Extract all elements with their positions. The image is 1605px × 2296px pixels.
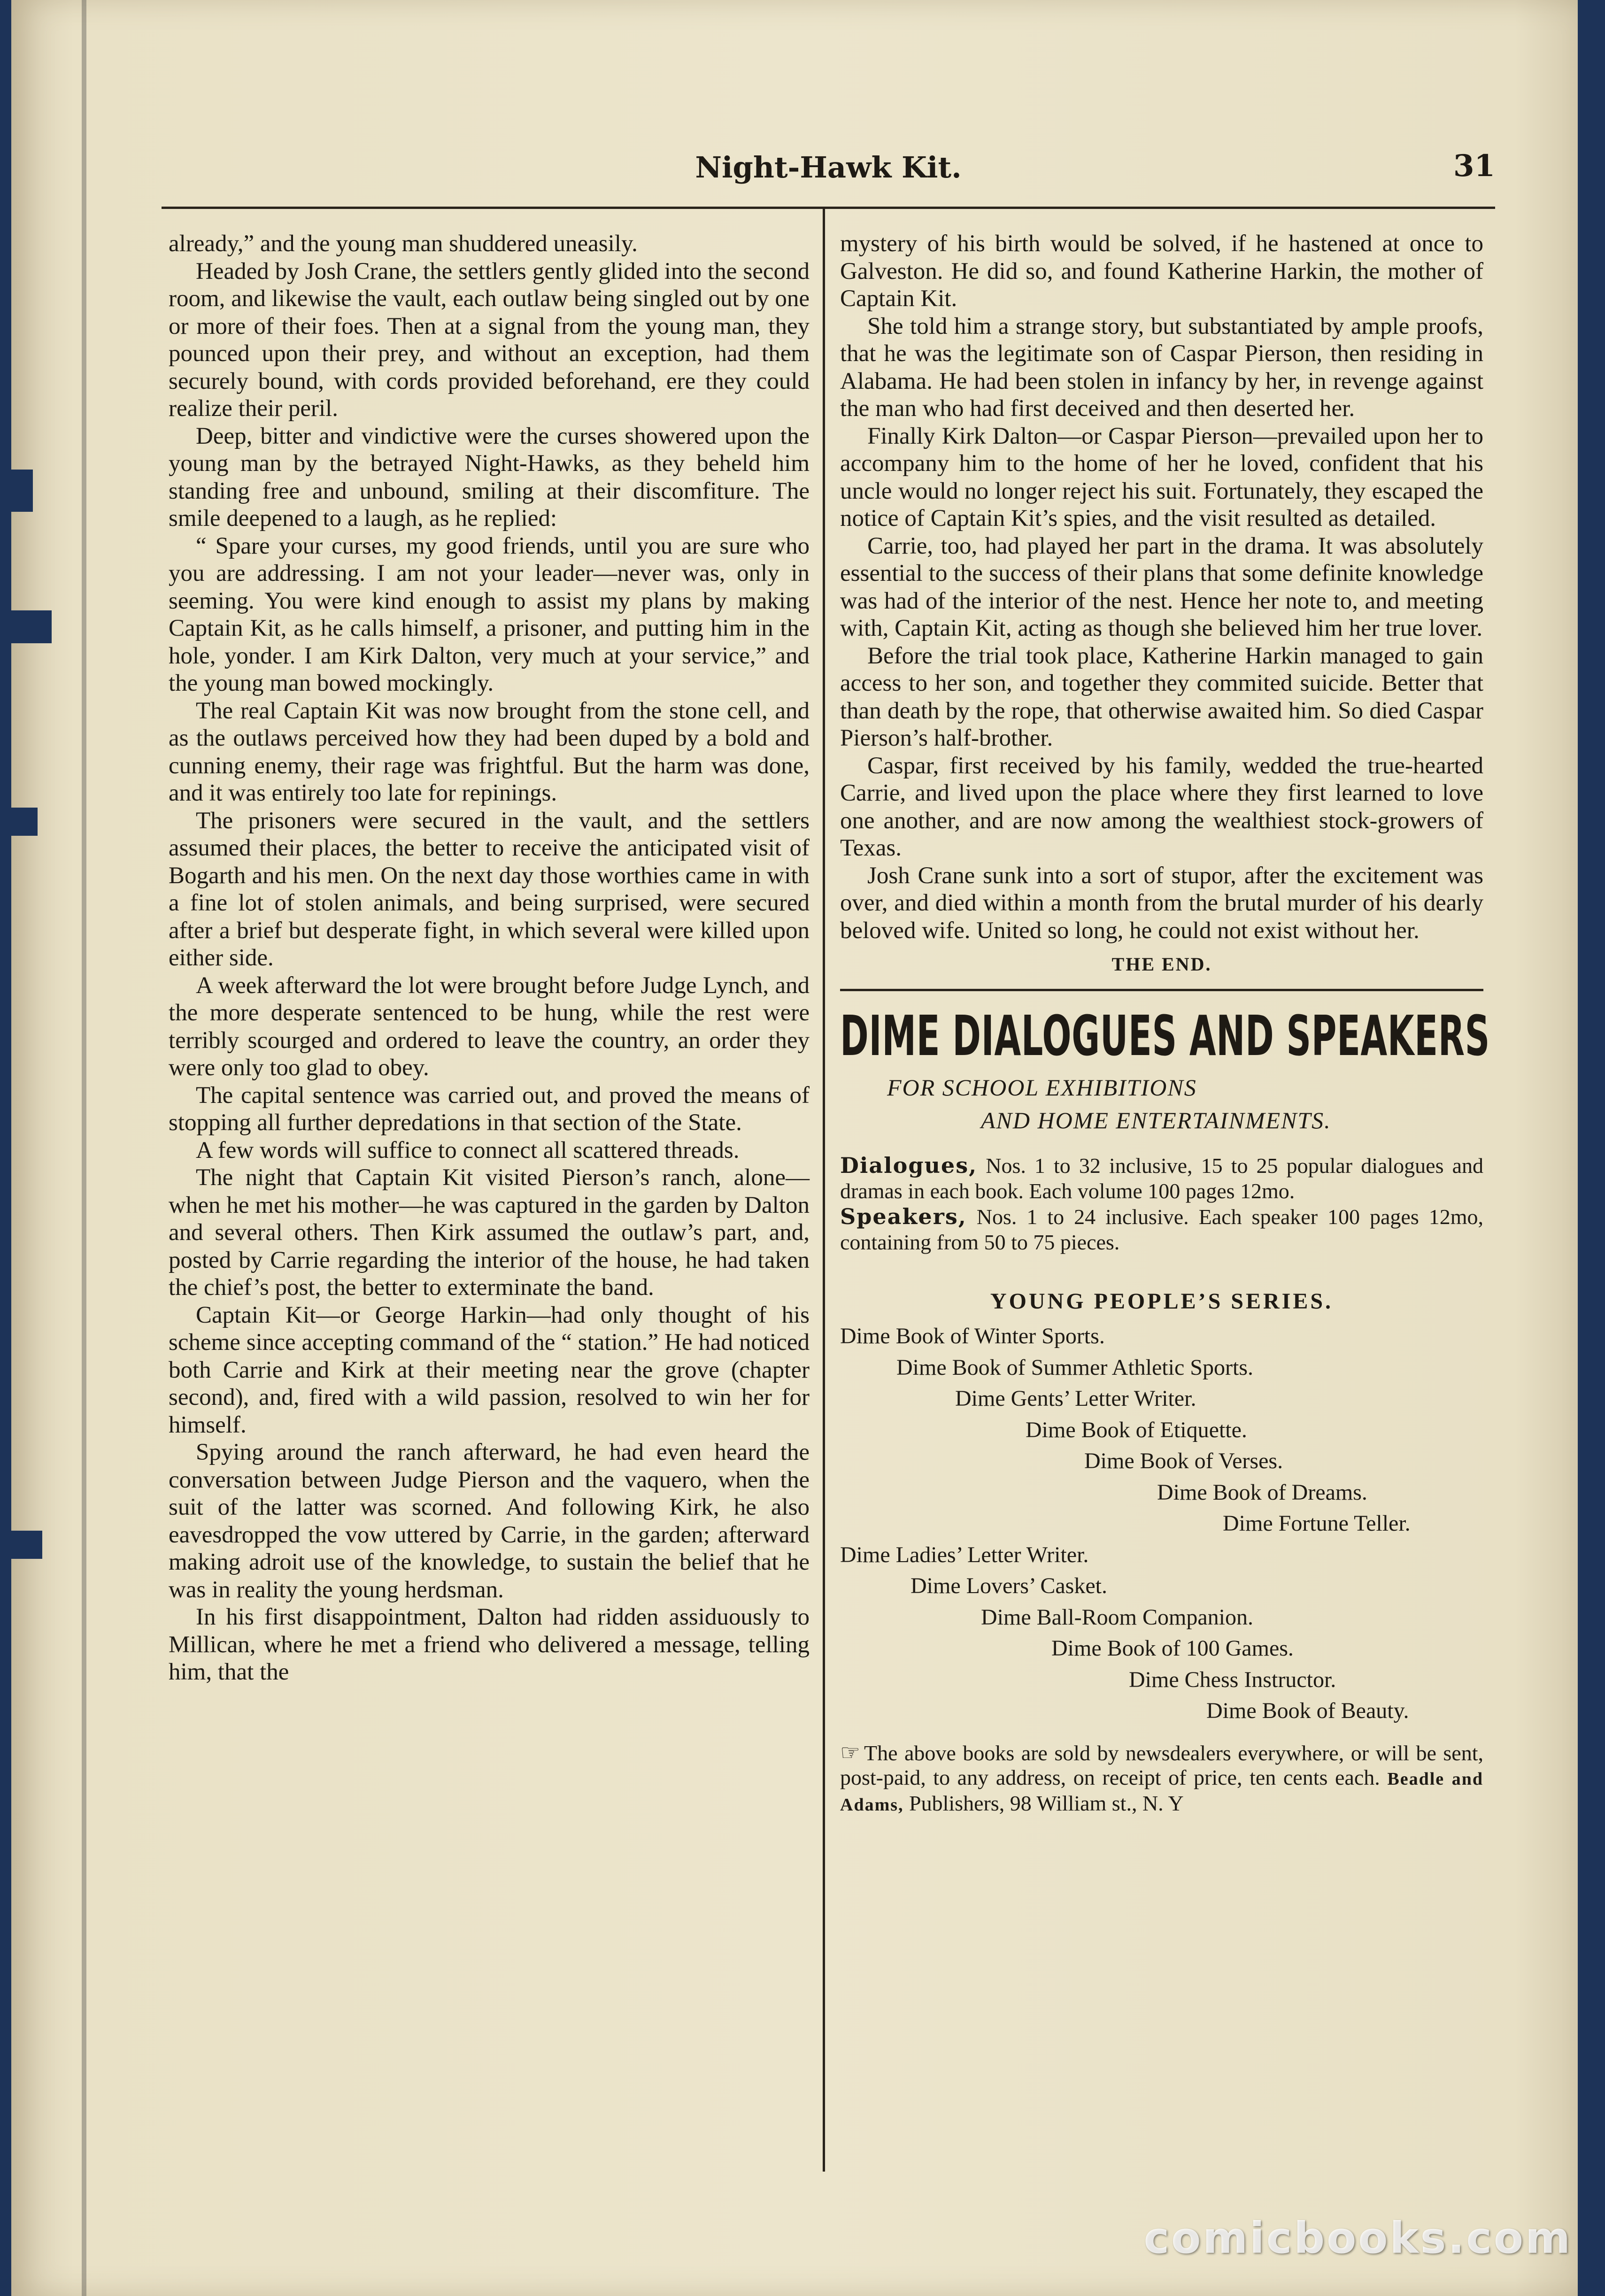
dialogues-entry <box>840 1153 1483 1204</box>
column-divider <box>823 209 825 2172</box>
spine-shadow <box>82 0 86 2296</box>
paragraph: Josh Crane sunk into a sort of stupor, after the excitement was over, and died within a month from the brutal murder of his dearly beloved wife. United so long, he could not exist without her. <box>840 862 1483 944</box>
right-column <box>840 230 1490 1817</box>
book-title: Dime Book of 100 Games. <box>1051 1636 1294 1661</box>
notice-text: The above books are sold by newsdealers everywhere, or will be sent, post-paid, to any address, on receipt of price, ten cents each. <box>840 1741 1483 1789</box>
book-title: Dime Gents’ Letter Writer. <box>955 1386 1196 1411</box>
speakers-label: Speakers, <box>840 1203 967 1229</box>
page-tear <box>0 808 38 836</box>
book-title: Dime Book of Summer Athletic Sports. <box>896 1355 1253 1380</box>
paragraph: In his first disappointment, Dalton had ridden assiduously to Millican, where he met a friend who delivered a message, telling him, that the <box>169 1604 810 1685</box>
paragraph: Finally Kirk Dalton—or Caspar Pierson—prevailed upon her to accompany him to the home of her he loved, confident that his uncle would no longer reject his suit. Fortunately, they escaped the notice of Captain Kit’s spies, and the visit resulted as detailed. <box>840 423 1483 532</box>
paragraph: Deep, bitter and vindictive were the curses showered upon the young man by the betrayed Night-Hawks, as they beheld him standing free and unbound, smiling at their discomfiture. The smile deepened to a laugh, as he replied: <box>169 423 810 532</box>
paragraph: The prisoners were secured in the vault, and the settlers assumed their places, the better to receive the anticipated visit of Bogarth and his men. On the next day those worthies came in with a fine lot of stolen animals, and being surprised, were secured after a brief but desperate fight, in which several were killed upon either side. <box>169 807 810 971</box>
running-title: Night-Hawk Kit. <box>695 150 962 185</box>
paragraph: Caspar, first received by his family, wedded the true-hearted Carrie, and lived upon the place where they first learned to love one another, and are now among the wealthiest stock-growers of Texas. <box>840 752 1483 861</box>
paragraph: The night that Captain Kit visited Pierson’s ranch, alone—when he met his mother—he was captured in the garden by Dalton and several others. Then Kirk assumed the outlaw’s part, and, posted by Carrie regarding the interior of the house, he had taken the chief’s post, the better to exterminate the band. <box>169 1164 810 1301</box>
paragraph: Carrie, too, had played her part in the drama. It was absolutely essential to the success of their plans that some definite knowledge was had of the interior of the nest. Hence her note to, and meeting with, Captain Kit, acting as though she believed him her true lover. <box>840 532 1483 641</box>
paragraph: Spying around the ranch afterward, he had even heard the conversation between Judge Pierson and the vaquero, when the suit of the latter was scorned. And following Kirk, he also eavesdropped the vow uttered by Carrie, in the garden; afterward making adroit use of the knowledge, to sustain the belief that he was in reality the young herdsman. <box>169 1439 810 1603</box>
page-number: 31 <box>1453 148 1495 184</box>
paragraph: A week afterward the lot were brought before Judge Lynch, and the more desperate sentenced to be hung, while the rest were terribly scourged and ordered to leave the country, an order they were only too glad to obey. <box>169 972 810 1081</box>
dialogues-label: Dialogues, <box>840 1152 978 1178</box>
page <box>11 0 1578 2296</box>
left-column <box>169 230 810 1686</box>
book-title: Dime Book of Verses. <box>1084 1448 1283 1473</box>
paragraph: The capital sentence was carried out, and proved the means of stopping all further depredations in that section of the State. <box>169 1082 810 1136</box>
paragraph: She told him a strange story, but substantiated by ample proofs, that he was the legitimate son of Caspar Pierson, then residing in Alabama. He had been stolen in infancy by her, in revenge against the man who had first deceived and then deserted her. <box>840 313 1483 422</box>
speakers-entry <box>840 1204 1483 1255</box>
paragraph: The real Captain Kit was now brought from the stone cell, and as the outlaws perceived how they had been duped by a bold and cunning enemy, their rage was frightful. But the harm was done, and it was entirely too late for repinings. <box>169 697 810 806</box>
advertisement <box>840 989 1490 1817</box>
book-title: Dime Fortune Teller. <box>1223 1511 1411 1536</box>
page-tear <box>0 610 52 643</box>
ad-title: DIME DIALOGUES AND SPEAKERS <box>840 1003 1490 1068</box>
paragraph: Captain Kit—or George Harkin—had only thought of his scheme since accepting command of the “ station.” He had noticed both Carrie and Kirk at their meeting near the grove (chapter second), and, fired with a wild passion, resolved to win her for himself. <box>169 1302 810 1438</box>
ad-subtitle: FOR SCHOOL EXHIBITIONS <box>887 1074 1197 1101</box>
page-tear <box>0 470 33 512</box>
page-tear <box>0 1531 42 1559</box>
book-title: Dime Book of Dreams. <box>1157 1479 1367 1505</box>
running-header <box>162 141 1495 197</box>
book-title: Dime Ball-Room Companion. <box>981 1604 1253 1630</box>
header-rule <box>162 207 1495 209</box>
publisher-name: Beadle and Adams, <box>840 1769 1484 1815</box>
book-title: Dime Book of Beauty. <box>1206 1698 1409 1723</box>
book-title: Dime Lovers’ Casket. <box>911 1573 1107 1598</box>
watermark: comicbooks.com <box>1143 2213 1572 2263</box>
paragraph: mystery of his birth would be solved, if he hastened at once to Galveston. He did so, and found Katherine Harkin, the mother of Captain Kit. <box>840 231 1483 312</box>
paragraph: “ Spare your curses, my good friends, until you are sure who you are addressing. I am not your leader—never was, only in seeming. You were kind enough to assist my plans by making Captain Kit, as he calls himself, a prisoner, and putting him in the hole, yonder. I am Kirk Dalton, very much at your service,” and the young man bowed mockingly. <box>169 532 810 696</box>
ad-subtitle: AND HOME ENTERTAINMENTS. <box>981 1107 1331 1133</box>
dialogues-text: Nos. 1 to 32 inclusive, 15 to 25 popular dialogues and dramas in each book. Each volume 100 pages 12mo. <box>840 1153 1484 1203</box>
book-title: Dime Book of Winter Sports. <box>840 1324 1105 1348</box>
book-title: Dime Chess Instructor. <box>1129 1667 1336 1692</box>
paragraph: already,” and the young man shuddered uneasily. <box>169 231 638 257</box>
ordering-notice <box>840 1741 1483 1817</box>
publisher-address: Publishers, 98 William st., N. Y <box>909 1791 1184 1815</box>
book-title: Dime Book of Etiquette. <box>1026 1417 1247 1442</box>
paragraph: Before the trial took place, Katherine Harkin managed to gain access to her son, and together they commited suicide. Better that than death by the rope, that otherwise awaited him. So died Caspar Pierson’s half-brother. <box>840 642 1483 751</box>
series-title: YOUNG PEOPLE’S SERIES. <box>990 1288 1334 1314</box>
book-title: Dime Ladies’ Letter Writer. <box>840 1542 1089 1567</box>
paragraph: Headed by Josh Crane, the settlers gently glided into the second room, and likewise the vault, each outlaw being singled out by one or more of their foes. Then at a signal from the young man, they pounced upon their prey, and without an exception, had them securely bound, with cords provided beforehand, ere they could realize their peril. <box>169 258 810 422</box>
speakers-text: Nos. 1 to 24 inclusive. Each speaker 100 pages 12mo, containing from 50 to 75 pieces. <box>840 1204 1483 1254</box>
paragraph: A few words will suffice to connect all scattered threads. <box>196 1137 740 1163</box>
pointing-hand-icon: ☞ <box>840 1740 861 1765</box>
end-mark: THE END. <box>1111 954 1212 975</box>
